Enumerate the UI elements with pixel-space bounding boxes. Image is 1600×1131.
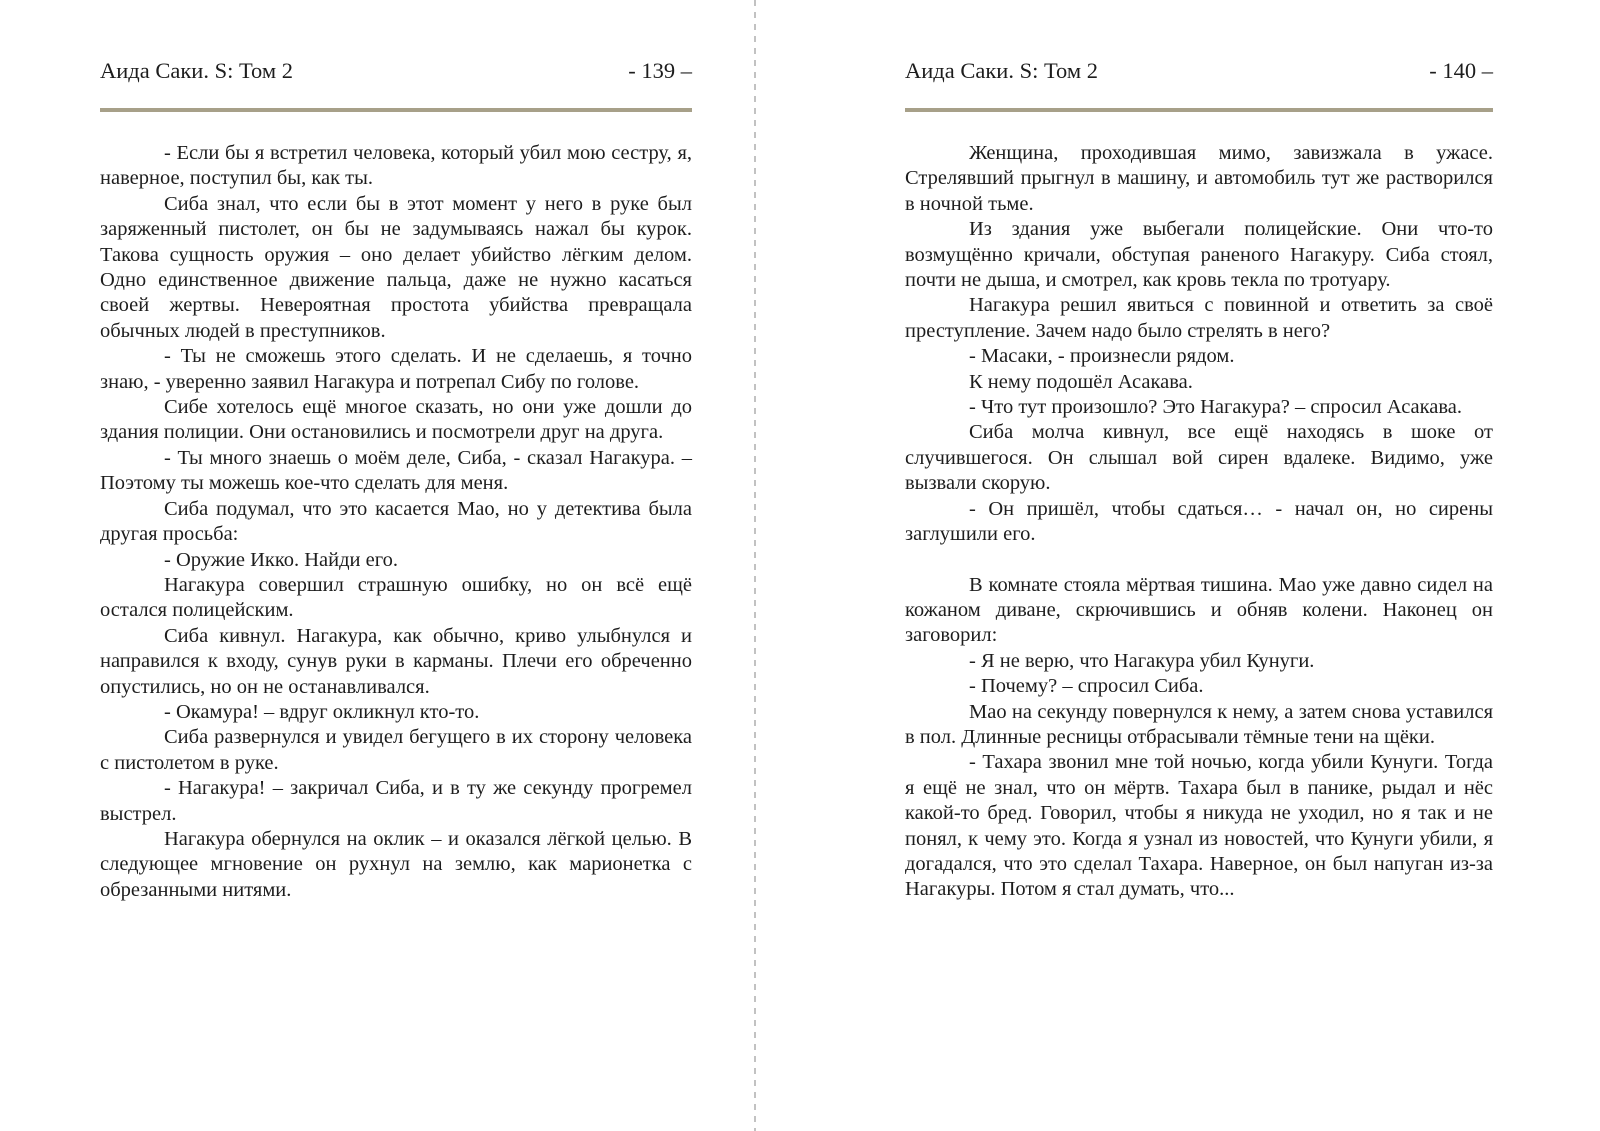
paragraph: - Оружие Икко. Найди его. [164,548,399,571]
paragraph: Сиба знал, что если бы в этот момент у него в руке был заряженный пистолет, он бы не задумываясь нажал бы курок. Такова сущность оружия – оно делает убийство лёгким делом. Одно единственное движение пальца, даже не нужно касаться своей жертвы. Невероятная простота убийства превращала обычных людей в преступников. [100,192,692,342]
page-140 [905,58,1493,903]
paragraph: Сиба подумал, что это касается Мао, но у детектива была другая просьба: [100,497,692,546]
paragraph: - Я не верю, что Нагакура убил Кунуги. [969,649,1315,672]
running-title: Аида Саки. S: Том 2 [100,58,293,83]
paragraph: - Он пришёл, чтобы сдаться… - начал он, но сирены заглушили его. [905,497,1493,546]
paragraph: Нагакура обернулся на оклик – и оказался лёгкой целью. В следующее мгновение он рухнул на землю, как марионетка с обрезанными нитями. [100,827,692,901]
paragraph: В комнате стояла мёртвая тишина. Мао уже давно сидел на кожаном диване, скрючившись и обняв колени. Наконец он заговорил: [905,573,1493,647]
paragraph: - Ты не сможешь этого сделать. И не сделаешь, я точно знаю, - уверенно заявил Нагакура и потрепал Сибу по голове. [100,345,692,393]
paragraph: Из здания уже выбегали полицейские. Они что-то возмущённо кричали, обступая раненого Нагакуру. Сиба стоял, почти не дыша, и смотрел, как кровь текла по тротуару. [905,218,1493,292]
page-140-body [905,112,1493,903]
page-140-header [905,58,1493,112]
paragraph: Сиба развернулся и увидел бегущего в их сторону человека с пистолетом в руке. [100,726,692,774]
paragraph: - Масаки, - произнесли рядом. [969,345,1235,368]
page-number: - 140 – [1429,58,1493,83]
paragraph: - Если бы я встретил человека, который убил мою сестру, я, наверное, поступил бы, как ты. [100,142,692,190]
page-139-body [100,112,692,903]
paragraph: - Почему? – спросил Сиба. [969,675,1204,698]
page-139-header [100,58,692,112]
paragraph: - Ты много знаешь о моём деле, Сиба, - сказал Нагакура. – Поэтому ты можешь кое-что сделать для меня. [100,446,692,495]
paragraph: - Тахара звонил мне той ночью, когда убили Кунуги. Тогда я ещё не знал, что он мёртв. Тахара был в панике, рыдал и нёс какой-то бред. Говорил, чтобы я никуда не уходил, но я так и не понял, к чему это. Когда я узнал из новостей, что Кунуги убили, я догадался, что это сделал Тахара. Наверное, он был напуган из-за Нагакуры. Потом я стал думать, что... [905,751,1493,901]
paragraph: Нагакура совершил страшную ошибку, но он всё ещё остался полицейским. [100,573,692,622]
paragraph: Сибе хотелось ещё многое сказать, но они уже дошли до здания полиции. Они остановились и посмотрели друг на друга. [100,396,692,444]
paragraph: - Что тут произошло? Это Нагакура? – спросил Асакава. [969,396,1463,419]
page-139 [100,58,692,903]
running-title: Аида Саки. S: Том 2 [905,58,1098,83]
paragraph: - Окамура! – вдруг окликнул кто-то. [164,700,480,723]
paragraph: Нагакура решил явиться с повинной и ответить за своё преступление. Зачем надо было стрелять в него? [905,294,1493,342]
paragraph: К нему подошёл Асакава. [969,370,1193,393]
page-number: - 139 – [628,58,692,83]
paragraph: Сиба кивнул. Нагакура, как обычно, криво улыбнулся и направился к входу, сунув руки в карманы. Плечи его обреченно опустились, но он не останавливался. [100,624,692,698]
paragraph: Женщина, проходившая мимо, завизжала в ужасе. Стрелявший прыгнул в машину, и автомобиль тут же растворился в ночной тьме. [905,142,1493,215]
paragraph: Мао на секунду повернулся к нему, а затем снова уставился в пол. Длинные ресницы отбрасывали тёмные тени на щёки. [905,700,1493,748]
paragraph: Сиба молча кивнул, все ещё находясь в шоке от случившегося. Он слышал вой сирен вдалеке. Видимо, уже вызвали скорую. [905,421,1493,495]
page-gutter-divider [754,0,756,1131]
paragraph: - Нагакура! – закричал Сиба, и в ту же секунду прогремел выстрел. [100,777,692,825]
